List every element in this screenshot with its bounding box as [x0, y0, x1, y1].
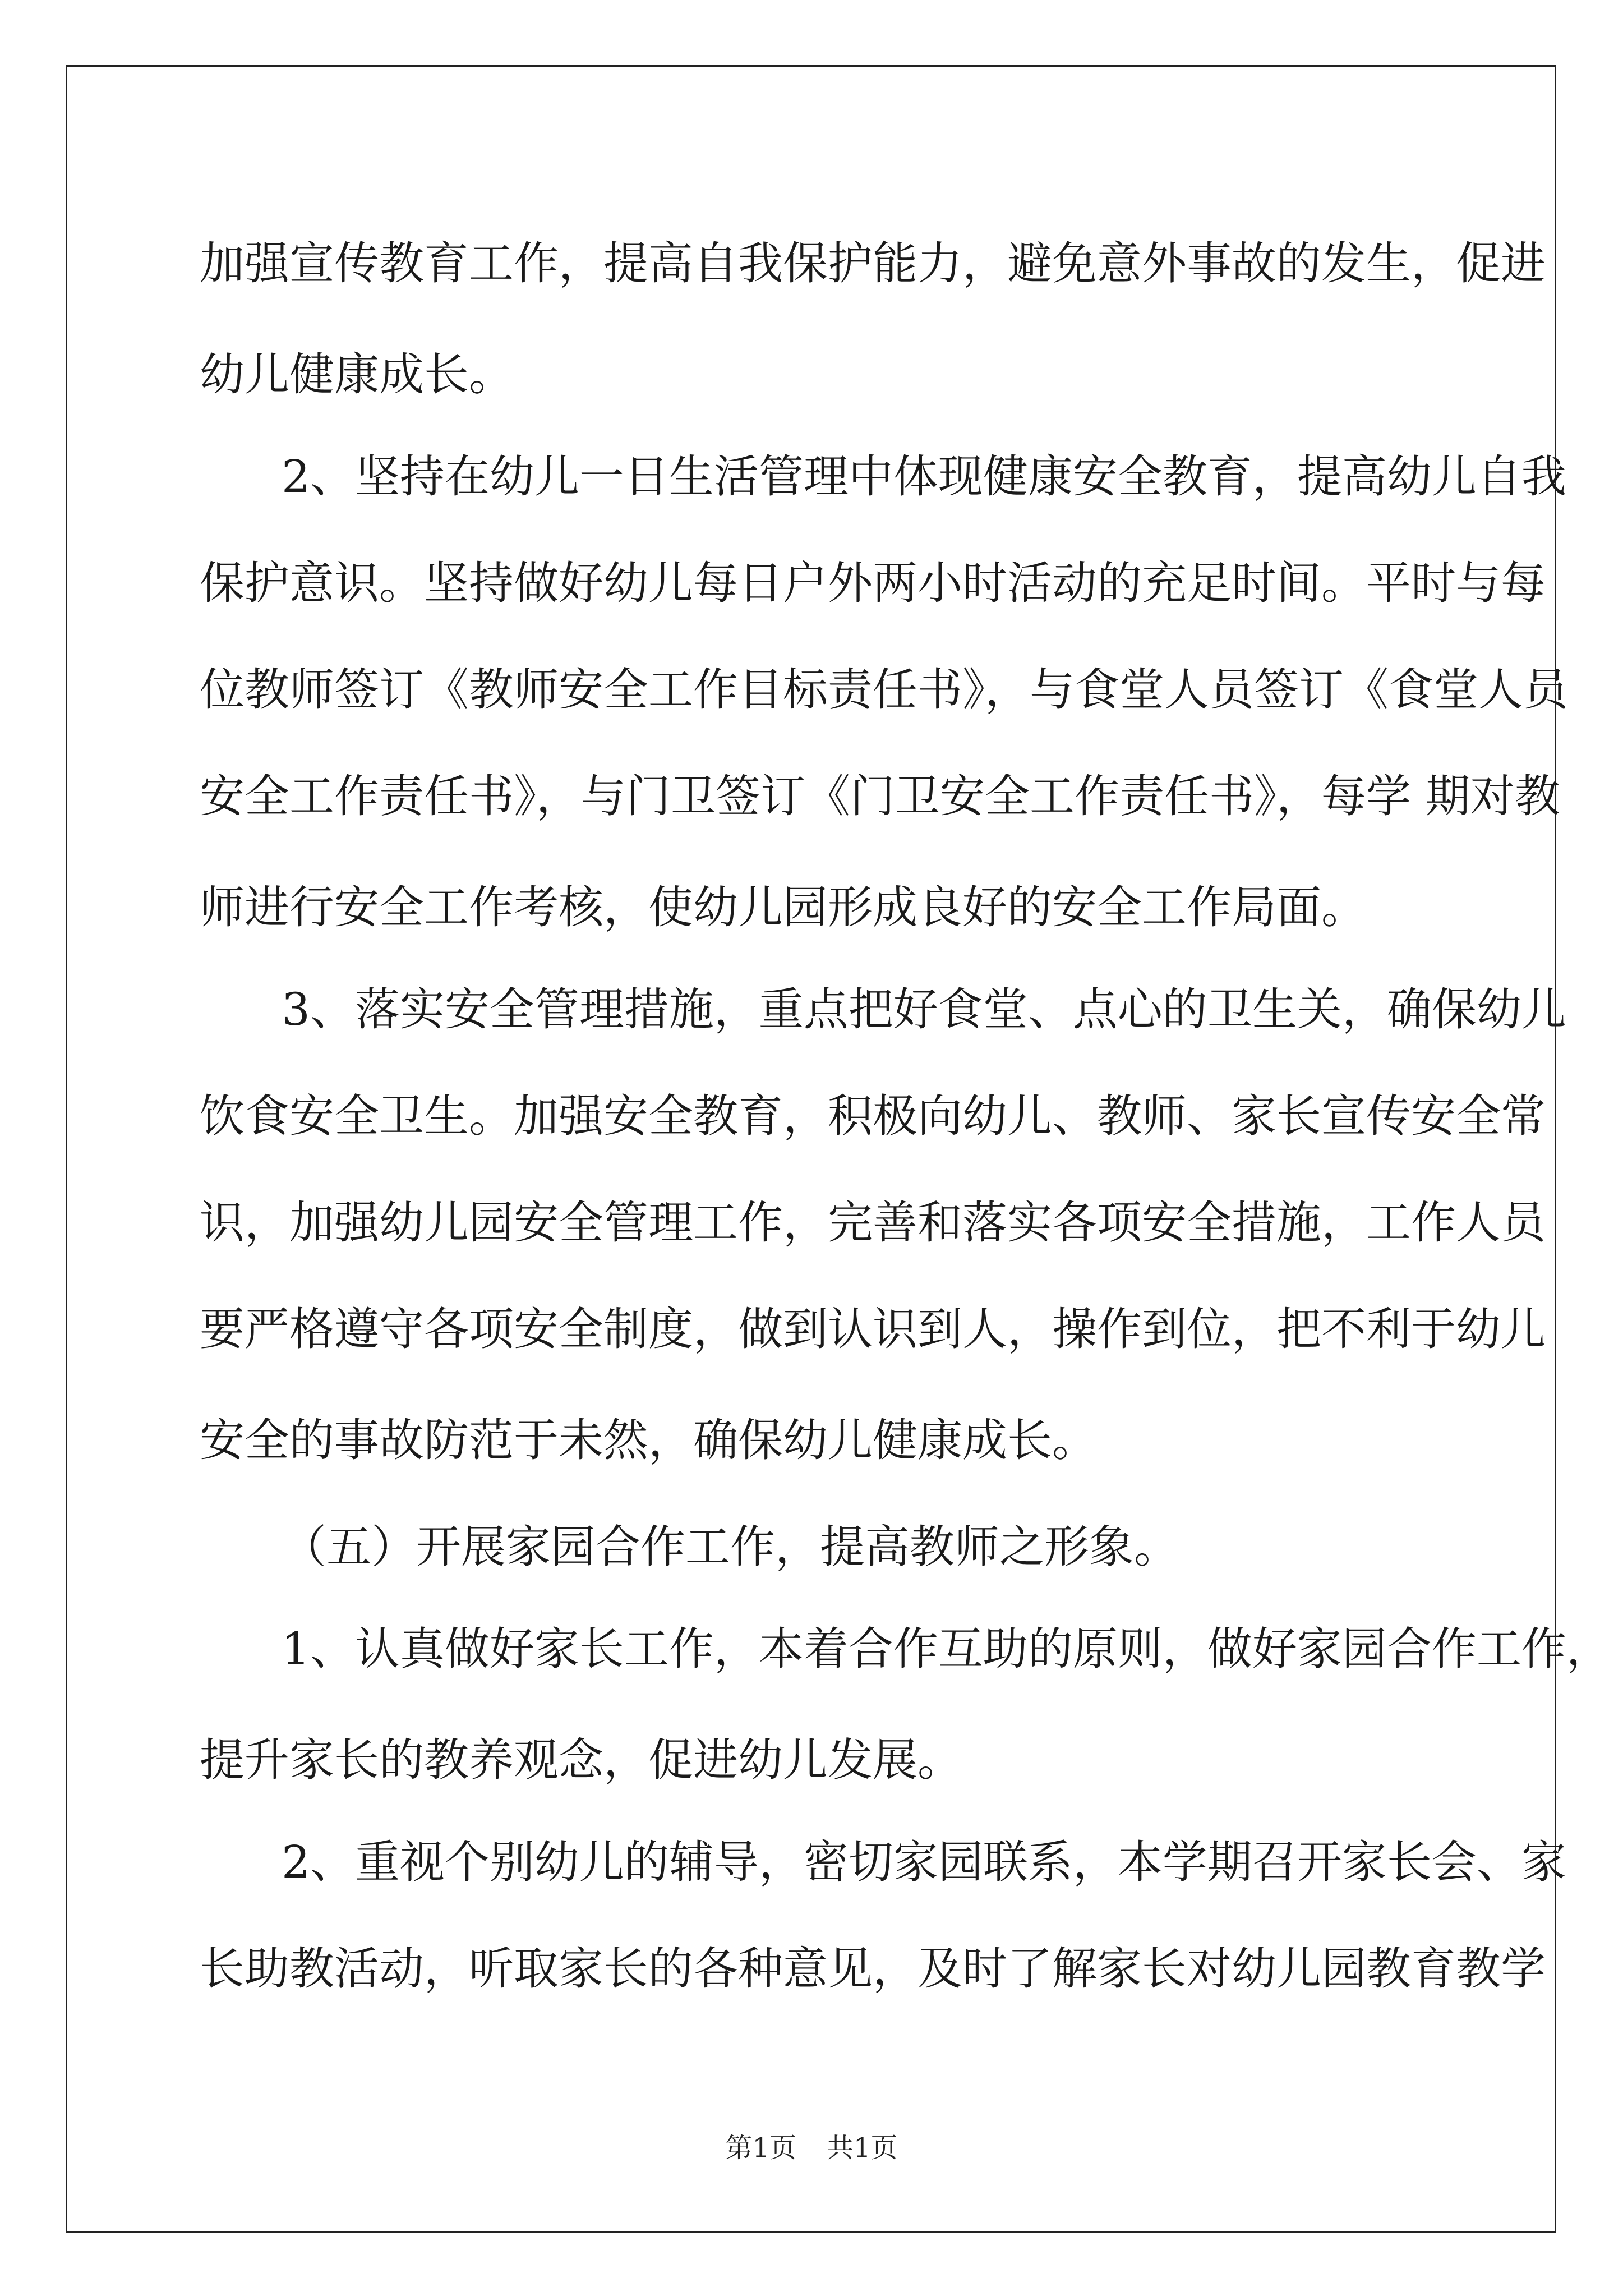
- text-line-17: 长助教活动，听取家长的各种意见，及时了解家长对幼儿园教育教学: [200, 1943, 1546, 1995]
- document-body: [200, 210, 1611, 2022]
- text-line-6: 安全工作责任书》，与门卫签订《门卫安全工作责任书》，每学 期对教: [200, 770, 1560, 822]
- text-line-1: 加强宣传教育工作，提高自我保护能力，避免意外事故的发生，促进: [200, 237, 1546, 289]
- text-line-2: 幼儿健康成长。: [200, 348, 514, 401]
- page-footer: [0, 2126, 1623, 2165]
- text-line-11: 要严格遵守各项安全制度，做到认识到人，操作到位，把不利于幼儿: [200, 1303, 1546, 1355]
- text-line-15: 提升家长的教养观念，促进幼儿发展。: [200, 1733, 962, 1786]
- text-line-10: 识，加强幼儿园安全管理工作，完善和落实各项安全措施，工作人员: [200, 1197, 1546, 1249]
- text-line-12: 安全的事故防范于未然，确保幼儿健康成长。: [200, 1414, 1097, 1466]
- text-line-5: 位教师签订《教师安全工作目标责任书》，与食堂人员签订《食堂人员: [200, 664, 1568, 716]
- text-line-8: 3、落实安全管理措施，重点把好食堂、点心的卫生关，确保幼儿: [282, 983, 1566, 1036]
- text-line-9: 饮食安全卫生。加强安全教育，积极向幼儿、教师、家长宣传安全常: [200, 1090, 1546, 1142]
- page-number: 第1页: [725, 2132, 796, 2164]
- text-line-14: 1、认真做好家长工作，本着合作互助的原则，做好家园合作工作，: [282, 1623, 1611, 1675]
- text-line-3: 2、坚持在幼儿一日生活管理中体现健康安全教育，提高幼儿自我: [282, 450, 1566, 503]
- section-heading: （五）开展家园合作工作，提高教师之形象。: [282, 1520, 1179, 1573]
- text-line-7: 师进行安全工作考核，使幼儿园形成良好的安全工作局面。: [200, 881, 1366, 933]
- text-line-16: 2、重视个别幼儿的辅导，密切家园联系，本学期召开家长会、家: [282, 1836, 1566, 1888]
- text-line-4: 保护意识。坚持做好幼儿每日户外两小时活动的充足时间。平时与每: [200, 557, 1546, 609]
- page-total: 共1页: [827, 2132, 898, 2164]
